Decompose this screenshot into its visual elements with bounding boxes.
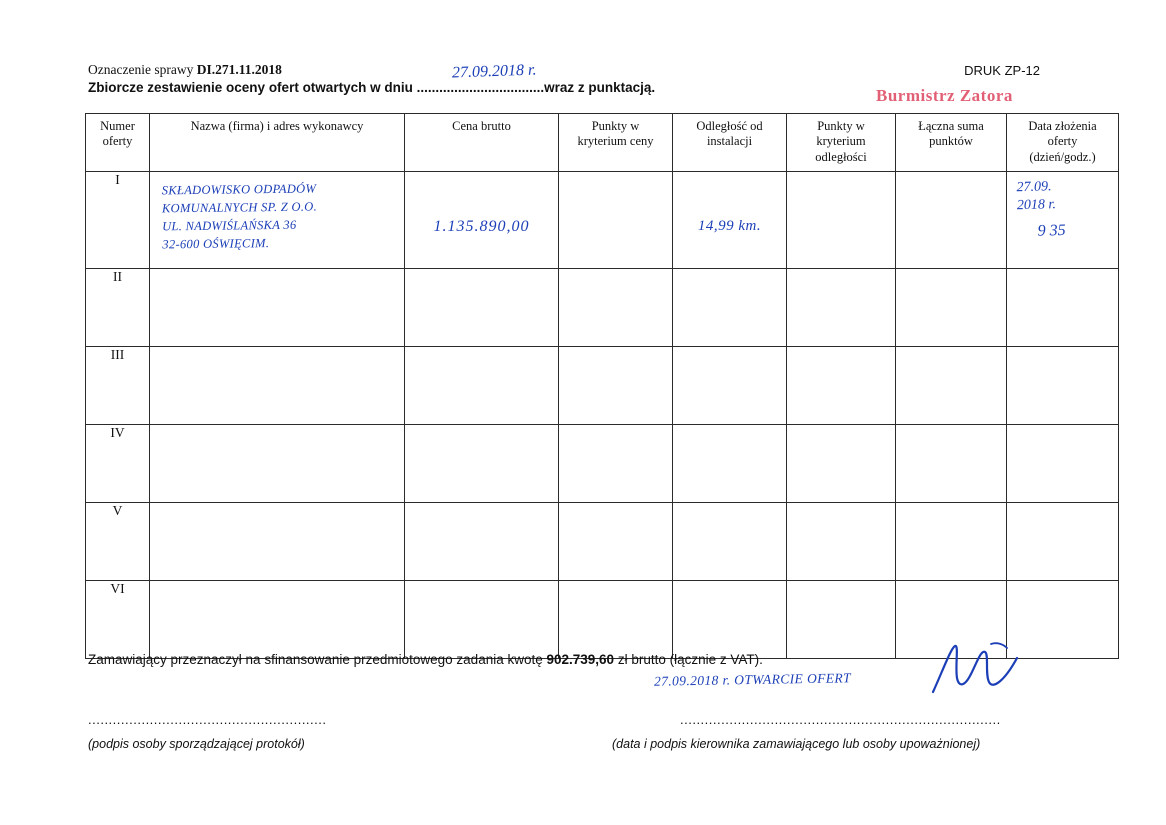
col-submission-date bbox=[1007, 114, 1119, 172]
cell-gross-price[interactable] bbox=[405, 269, 559, 347]
table-row bbox=[86, 172, 1119, 269]
signature-line-left: .......................................................... bbox=[88, 712, 327, 727]
cell-contractor-name[interactable] bbox=[150, 269, 405, 347]
col-submission-date-line1: Data złożenia bbox=[1028, 119, 1097, 133]
cell-gross-price[interactable] bbox=[405, 581, 559, 659]
cell-price-points[interactable] bbox=[559, 503, 673, 581]
handwritten-price: 1.135.890,00 bbox=[433, 218, 530, 235]
col-contractor-name-label: Nazwa (firma) i adres wykonawcy bbox=[190, 119, 364, 133]
cell-price-points[interactable] bbox=[559, 269, 673, 347]
caption-authorized-person: (data i podpis kierownika zamawiającego lub osoby upoważnionej) bbox=[612, 737, 981, 751]
col-distance-line1: Odległość od bbox=[696, 119, 763, 133]
table-header-row bbox=[86, 114, 1119, 172]
mayor-stamp: Burmistrz Zatora bbox=[876, 86, 1013, 105]
offers-table-body bbox=[86, 172, 1119, 659]
handwritten-submission-time: 9 35 bbox=[1037, 221, 1066, 240]
allocated-amount-prefix: Zamawiający przeznaczył na sfinansowanie przedmiotowego zadania kwotę bbox=[88, 652, 547, 667]
handwritten-company: SKŁADOWISKO ODPADÓW KOMUNALNYCH SP. Z O.O. UL. NADWIŚLAŃSKA 36 32-600 OŚWIĘCIM. bbox=[161, 181, 318, 252]
cell-offer-number: IV bbox=[86, 425, 150, 503]
signature-line-right: .............................................................................. bbox=[680, 712, 1001, 727]
handwritten-opening-note: 27.09.2018 r. OTWARCIE OFERT bbox=[653, 670, 852, 689]
cell-contractor-name[interactable] bbox=[150, 581, 405, 659]
cell-contractor-name[interactable] bbox=[150, 503, 405, 581]
offers-table-head bbox=[86, 114, 1119, 172]
document-title-part2: wraz z punktacją. bbox=[544, 80, 656, 95]
allocated-amount-value: 902.739,60 bbox=[546, 652, 615, 667]
col-gross-price bbox=[405, 114, 559, 172]
cell-gross-price[interactable] bbox=[405, 425, 559, 503]
document-title bbox=[88, 80, 655, 95]
form-code: DRUK ZP-12 bbox=[964, 63, 1040, 78]
cell-price-points[interactable] bbox=[559, 425, 673, 503]
cell-gross-price[interactable] bbox=[405, 347, 559, 425]
cell-price-points[interactable] bbox=[559, 581, 673, 659]
allocated-amount-suffix: zł brutto (łącznie z VAT). bbox=[614, 652, 763, 667]
col-distance bbox=[673, 114, 787, 172]
col-price-points-line1: Punkty w bbox=[591, 119, 640, 133]
handwritten-submission-date-text: 27.09. 2018 r. bbox=[1016, 179, 1057, 213]
table-row bbox=[86, 503, 1119, 581]
handwritten-distance: 14,99 km. bbox=[697, 218, 762, 234]
case-number: DI.271.11.2018 bbox=[196, 62, 282, 77]
cell-gross-price[interactable] bbox=[405, 172, 559, 269]
cell-gross-price[interactable] bbox=[405, 503, 559, 581]
offers-table bbox=[85, 113, 1119, 659]
col-distance-points-line2: kryterium bbox=[816, 134, 866, 149]
col-submission-date-line2: oferty bbox=[1047, 134, 1078, 149]
caption-preparer: (podpis osoby sporządzającej protokół) bbox=[88, 737, 305, 751]
col-distance-points-line3: odległości bbox=[815, 149, 867, 164]
cell-price-points[interactable] bbox=[559, 172, 673, 269]
cell-distance[interactable] bbox=[673, 503, 787, 581]
cell-distance-points[interactable] bbox=[787, 347, 896, 425]
cell-contractor-name[interactable] bbox=[150, 425, 405, 503]
cell-distance-points[interactable] bbox=[787, 581, 896, 659]
document-title-dots: .................................. bbox=[416, 80, 545, 95]
cell-offer-number: III bbox=[86, 347, 150, 425]
cell-offer-number: II bbox=[86, 269, 150, 347]
case-designation bbox=[88, 62, 282, 78]
allocated-amount-text bbox=[88, 652, 763, 667]
col-total-points-line2: punktów bbox=[929, 134, 973, 149]
col-gross-price-label: Cena brutto bbox=[452, 119, 511, 133]
case-designation-label: Oznaczenie sprawy bbox=[88, 62, 197, 77]
col-distance-line2: instalacji bbox=[706, 134, 753, 149]
col-price-points-line2: kryterium ceny bbox=[577, 134, 654, 149]
document-title-part1: Zbiorcze zestawienie oceny ofert otwartych w dniu bbox=[88, 80, 417, 95]
cell-total-points[interactable] bbox=[896, 172, 1007, 269]
col-offer-number-line2: oferty bbox=[102, 134, 133, 149]
cell-distance-points[interactable] bbox=[787, 172, 896, 269]
col-total-points-line1: Łączna suma bbox=[918, 119, 984, 133]
cell-submission-date[interactable] bbox=[1007, 172, 1119, 269]
cell-total-points[interactable] bbox=[896, 503, 1007, 581]
cell-total-points[interactable] bbox=[896, 347, 1007, 425]
cell-total-points[interactable] bbox=[896, 425, 1007, 503]
cell-distance[interactable] bbox=[673, 172, 787, 269]
cell-offer-number: VI bbox=[86, 581, 150, 659]
col-contractor-name bbox=[150, 114, 405, 172]
cell-distance-points[interactable] bbox=[787, 503, 896, 581]
handwritten-signature bbox=[925, 640, 1045, 700]
col-distance-points-line1: Punkty w bbox=[817, 119, 865, 133]
cell-total-points[interactable] bbox=[896, 269, 1007, 347]
cell-offer-number: I bbox=[86, 172, 150, 269]
cell-distance-points[interactable] bbox=[787, 425, 896, 503]
cell-submission-date[interactable] bbox=[1007, 503, 1119, 581]
col-offer-number-line1: Numer bbox=[100, 119, 135, 133]
cell-offer-number: V bbox=[86, 503, 150, 581]
cell-distance-points[interactable] bbox=[787, 269, 896, 347]
col-total-points bbox=[896, 114, 1007, 172]
cell-submission-date[interactable] bbox=[1007, 269, 1119, 347]
cell-distance[interactable] bbox=[673, 347, 787, 425]
table-row bbox=[86, 269, 1119, 347]
col-offer-number bbox=[86, 114, 150, 172]
handwritten-opening-date: 27.09.2018 r. bbox=[451, 61, 537, 82]
cell-distance[interactable] bbox=[673, 425, 787, 503]
cell-contractor-name[interactable] bbox=[150, 172, 405, 269]
cell-contractor-name[interactable] bbox=[150, 347, 405, 425]
table-row bbox=[86, 347, 1119, 425]
cell-distance[interactable] bbox=[673, 269, 787, 347]
table-row bbox=[86, 425, 1119, 503]
handwritten-submission-date bbox=[1006, 171, 1119, 243]
cell-submission-date[interactable] bbox=[1007, 347, 1119, 425]
cell-price-points[interactable] bbox=[559, 347, 673, 425]
cell-distance[interactable] bbox=[673, 581, 787, 659]
col-price-points bbox=[559, 114, 673, 172]
col-submission-date-line3: (dzień/godz.) bbox=[1029, 149, 1096, 164]
col-distance-points bbox=[787, 114, 896, 172]
cell-submission-date[interactable] bbox=[1007, 425, 1119, 503]
